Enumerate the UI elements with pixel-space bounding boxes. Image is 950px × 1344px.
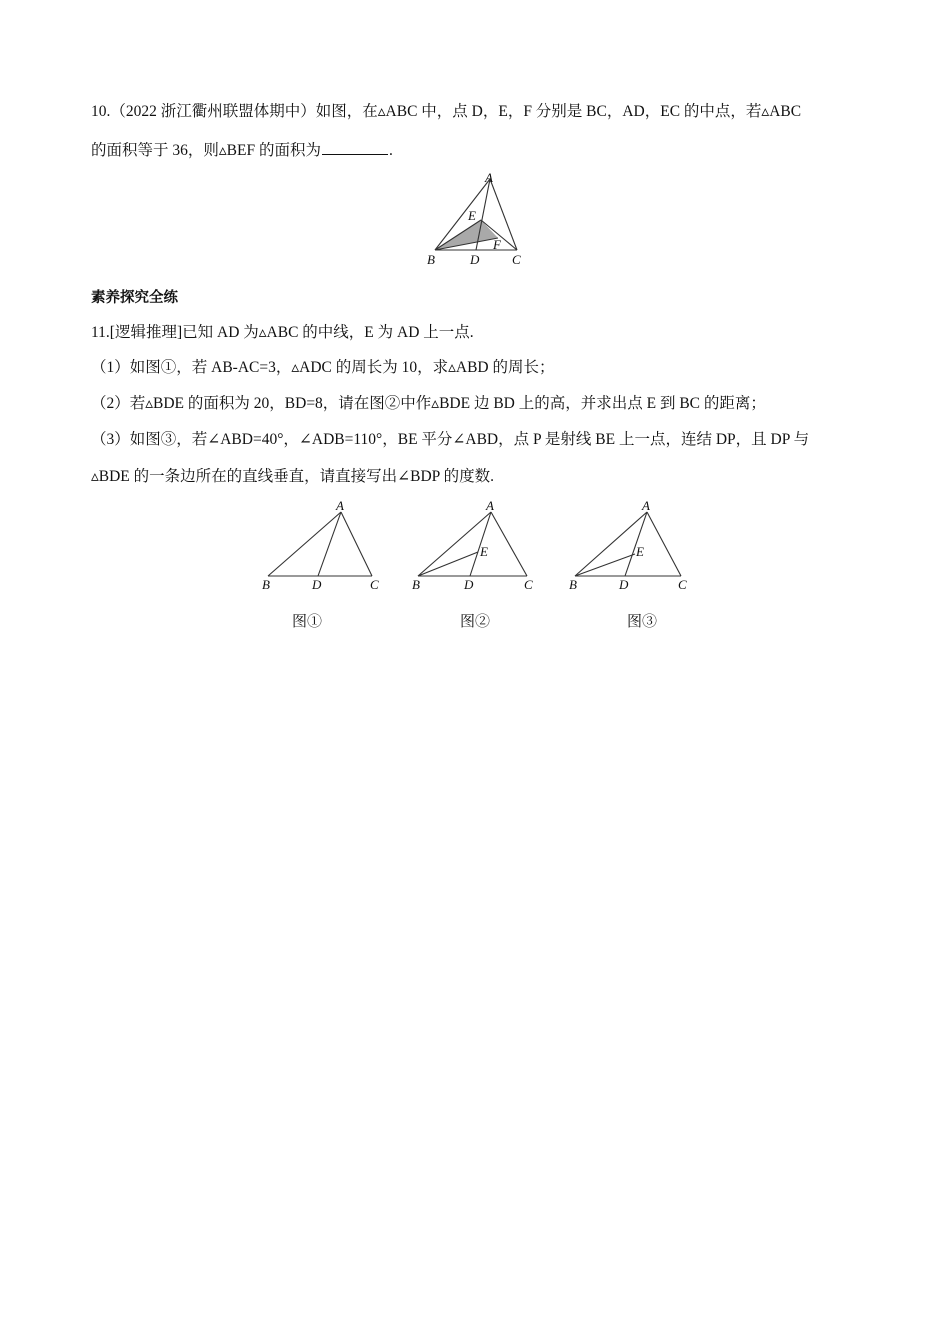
label-b: B [262,577,270,592]
label-a: A [486,498,494,513]
label-a: A [336,498,344,513]
label-b: B [427,252,435,267]
section-title: 素养探究全练 [91,290,178,306]
label-e: E [468,208,476,223]
label-c: C [524,577,533,592]
segment-ac [341,512,372,576]
q11-stem: 11.[逻辑推理]已知 AD 为▵ABC 的中线，E 为 AD 上一点. [91,324,474,341]
shaded-triangle-bef [435,220,498,250]
label-a: A [642,498,650,513]
q11-part-3-line-1: （3）如图③，若∠ABD=40°，∠ADB=110°，BE 平分∠ABD，点 P 是射线 BE 上一点，连结 DP，且 DP 与 [91,431,810,448]
answer-blank [322,140,388,155]
figure-2-caption: 图② [460,614,491,630]
figure-3-caption: 图③ [627,614,658,630]
label-f: F [493,237,501,252]
label-d: D [470,252,480,267]
q10-text: 的面积等于 36，则▵BEF 的面积为 [91,142,321,159]
q10-period: . [388,142,393,159]
q11-part-2: （2）若▵BDE 的面积为 20，BD=8，请在图②中作▵BDE 边 BD 上的高，并求出点 E 到 BC 的距离； [91,395,766,412]
label-a: A [485,170,493,185]
segment-ac [647,512,681,576]
q11-part-3-line-2: ▵BDE 的一条边所在的直线垂直，请直接写出∠BDP 的度数. [91,468,494,485]
label-b: B [412,577,420,592]
label-b: B [569,577,577,592]
label-c: C [370,577,379,592]
q10-line-1: 10.（2022 浙江衢州联盟体期中）如图，在▵ABC 中，点 D，E，F 分别是 BC，AD，EC 的中点，若▵ABC [91,103,802,120]
q11-figure-2 [405,497,540,595]
segment-ac [491,512,527,576]
label-c: C [678,577,687,592]
label-c: C [512,252,521,267]
q11-figure-1 [255,497,385,595]
q10-line-2 [91,140,393,161]
segment-be [418,552,478,576]
label-d: D [464,577,474,592]
label-d: D [312,577,322,592]
figure-1-caption: 图① [292,614,323,630]
label-e: E [636,544,644,559]
q11-part-1: （1）如图①，若 AB-AC=3，▵ADC 的周长为 10，求▵ABD 的周长； [91,359,555,376]
label-e: E [480,544,488,559]
q10-figure [420,168,535,270]
label-d: D [619,577,629,592]
q11-figure-3 [563,497,693,595]
